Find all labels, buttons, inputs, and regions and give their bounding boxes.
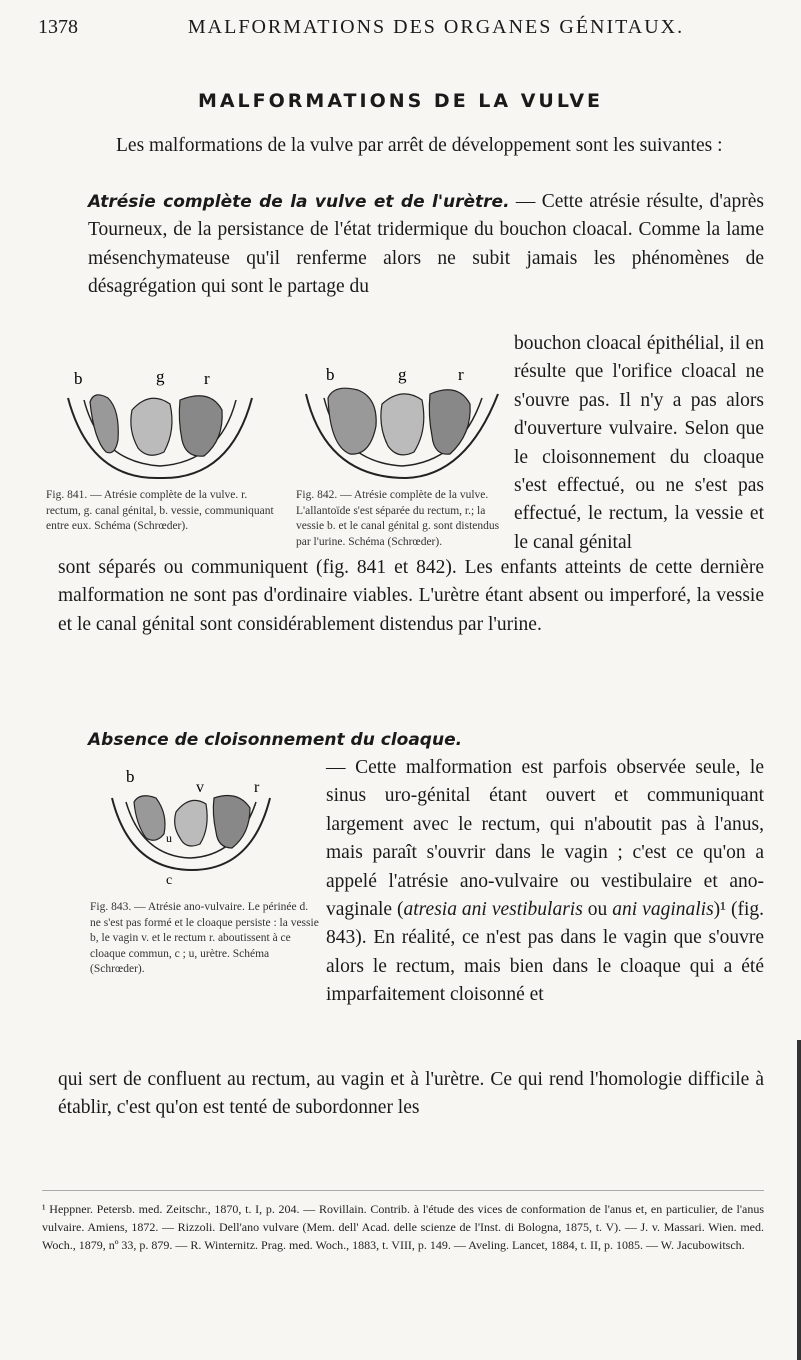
fig841-bladder [90,395,118,453]
fig841-label-g: g [156,370,165,386]
fig842-label-g: g [398,365,407,384]
absence-connector: ou [582,899,613,921]
running-title: MALFORMATIONS DES ORGANES GÉNITAUX. [187,16,685,38]
absence-paragraph-bottom: qui sert de confluent au rectum, au vagin et à l'urètre. Ce qui rend l'homologie difficile à établir, c'est qu'on est tenté de subordonner les [58,1069,764,1119]
absence-text-side-1: — Cette malformation est parfois observée seule, le sinus uro-génital étant ouvert et communiquant largement avec le rectum, qui n'aboutit pas à l'anus, mais paraît s'ouvrir dans le vagin ; c'est ce qu'on a appelé l'atrésie ano-vulvaire ou vestibulaire et ano-vaginale ( [326,757,764,921]
atresie-heading: Atrésie complète de la vulve et de l'urètre. [88,192,510,212]
section-title: MALFORMATIONS DE LA VULVE [197,90,604,112]
running-header [38,16,768,44]
fig842-label-r: r [458,365,464,384]
fig842-label-b: b [326,365,335,384]
fig843-label-c: c [166,873,173,886]
fig841-label-r: r [204,370,210,388]
atresie-paragraph-side: bouchon cloacal épithélial, il en résulte que l'orifice cloacal ne s'ouvre pas. Il n'y a pas alors d'ouverture vulvaire. Selon que le cloisonnement du cloaque s'est effectué, ou ne s'est pas effectué, le rectum, la vessie et le canal génital [514,333,764,553]
fig843-vagina [175,800,207,846]
fig841-label-b: b [74,370,83,388]
figure-842-caption: Fig. 842. — Atrésie complète de la vulve. L'allantoïde s'est séparée du rectum, r.; la vessie b. et le canal génital g. sont distendus par l'urine. Schéma (Schrœder). [296,489,500,548]
absence-heading: Absence de cloisonnement du cloaque. [88,730,463,750]
absence-text-side-2: )¹ (fig. 843). En réalité, ce n'est pas dans le vagin que s'ouvre alors le rectum, mais bien dans le cloaque qui a été imparfaitement cloisonné et [326,899,765,1006]
figure-843-diagram [106,768,276,886]
absence-latin-2: ani vaginalis [612,899,714,921]
fig843-label-r: r [254,779,260,796]
figure-841-caption: Fig. 841. — Atrésie complète de la vulve. r. rectum, g. canal génital, b. vessie, communiquant entre eux. Schéma (Schrœder). [46,489,274,532]
absence-latin-1: atresia ani vestibularis [403,899,583,921]
fig843-label-u: u [166,831,172,845]
atresie-paragraph-bottom: sont séparés ou communiquent (fig. 841 et 842). Les enfants atteints de cette dernière malformation ne sont pas d'ordinaire viables. L'urètre étant absent ou imperforé, la vessie et le canal génital sont considérablement distendus par l'urine. [58,557,764,635]
fig841-genital-canal [131,398,172,455]
fig842-rectum [429,390,470,454]
footnote: ¹ Heppner. Petersb. med. Zeitschr., 1870, t. I, p. 204. — Rovillain. Contrib. à l'étude des vices de conformation de l'anus et, en particulier, de l'anus vulvaire. Amiens, 1872. — Rizzoli. Dell'ano vulvare (Mem. dell' Acad. delle scienze de l'Inst. di Bologna, 1875, t. V). — J. v. Massari. Wien. med. Woch., 1879, nº 33, p. 879. — R. Winternitz. Prag. med. Woch., 1883, t. VIII, p. 149. — Aveling. Lancet, 1884, t. II, p. 1085. — W. Jacubowitsch. [42,1202,764,1252]
fig843-bladder [134,796,165,841]
figure-841-diagram [60,370,260,482]
fig841-rectum [179,396,222,456]
page-edge-shadow [797,1040,801,1360]
absence-paragraph-side [326,754,764,1010]
fig842-genital-canal [381,394,424,455]
fig843-label-v: v [196,779,204,796]
fig843-rectum [213,796,250,848]
atresie-text-top: — Cette atrésie résulte, d'après Tourneux, de la persistance de l'état tridermique du bouchon cloacal. Comme la lame mésenchymateuse qu'il renferme alors ne subit jamais les phénomènes de désagrégation qui sont le partage du [88,191,764,298]
figure-843-caption: Fig. 843. — Atrésie ano-vulvaire. Le périnée d. ne s'est pas formé et le cloaque persiste : la vessie b, le vagin v. et le rectum r. aboutissent à ce cloaque commun, c ; u, urètre. Schéma (Schrœder). [90,901,319,975]
absence-paragraph-top [88,726,764,754]
footnote-rule [42,1190,764,1191]
figure-842-diagram [298,364,508,482]
page-number: 1378 [38,16,78,38]
fig843-label-b: b [126,768,135,786]
fig842-bladder [328,388,376,454]
atresie-paragraph-top [88,188,764,302]
intro-paragraph: Les malformations de la vulve par arrêt de développement sont les suivantes : [116,135,723,156]
